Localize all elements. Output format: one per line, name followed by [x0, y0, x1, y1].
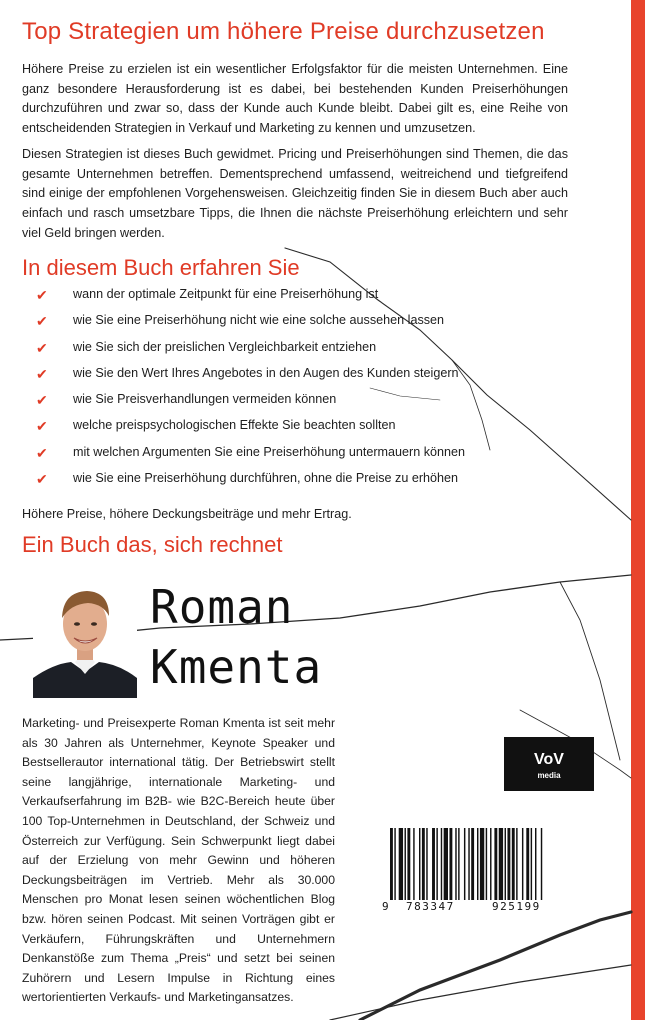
intro-paragraph-2: Diesen Strategien ist dieses Buch gewidmet. Pricing und Preiserhöhungen sind Themen, die das gesamte Unternehmen betreffen. Dementsprechend umfassend, weitreichend und tiefgreifend sind einige der empfohlenen Vorgehensweisen. Gleichzeitig finden Sie in diesem Buch aber auch einfach und rasch umsetzbare Tipps, die Ihnen die nächste Preiserhöhung erleichtern und sehr viel Geld bringen werden. [22, 147, 568, 240]
checklist-item [22, 363, 582, 389]
isbn-barcode [382, 822, 578, 922]
checkmark-icon: ✔ [36, 313, 48, 330]
checkmark-icon: ✔ [36, 418, 48, 435]
barcode-bar [505, 828, 506, 900]
publisher-logo-mark: VoV [534, 751, 564, 768]
barcode-bars [390, 828, 570, 900]
summary-line: Höhere Preise, höhere Deckungsbeiträge und mehr Ertrag. [22, 507, 352, 521]
author-first-name: Roman [150, 580, 294, 634]
barcode-bar [526, 828, 529, 900]
checklist-item-text: wie Sie den Wert Ihres Angebotes in den Augen des Kunden steigern [73, 365, 459, 380]
barcode-bar [455, 828, 456, 900]
barcode-bar [507, 828, 510, 900]
benefits-checklist [22, 284, 582, 494]
author-last-name: Kmenta [150, 640, 323, 694]
barcode-bar [516, 828, 517, 900]
barcode-bar [477, 828, 478, 900]
barcode-bar [512, 828, 515, 900]
barcode-bar [407, 828, 410, 900]
barcode-bar [499, 828, 503, 900]
checklist-item-text: wie Sie sich der preislichen Vergleichbarkeit entziehen [73, 339, 377, 354]
checklist-item-text: welche preispsychologischen Effekte Sie beachten sollten [73, 418, 396, 433]
page-title: Top Strategien um höhere Preise durchzusetzen [22, 18, 545, 45]
barcode-bar [494, 828, 497, 900]
checklist-item-text: wann der optimale Zeitpunkt für eine Preiserhöhung ist [73, 287, 379, 301]
barcode-bar [426, 828, 427, 900]
red-side-bar [631, 0, 645, 1020]
barcode-bar [464, 828, 465, 900]
barcode-bar [468, 828, 469, 900]
barcode-bar [444, 828, 448, 900]
isbn-group-2: 925199 [492, 900, 541, 913]
barcode-bar [471, 828, 474, 900]
barcode-bar [441, 828, 442, 900]
publisher-logo [504, 737, 594, 791]
checklist-item [22, 468, 582, 494]
barcode-bar [486, 828, 487, 900]
barcode-bar [535, 828, 536, 900]
checklist-item-text: mit welchen Argumenten Sie eine Preiserhöhung untermauern können [73, 444, 466, 459]
checklist-item-text: wie Sie Preisverhandlungen vermeiden können [73, 392, 337, 407]
barcode-bar [419, 828, 420, 900]
checklist-item-text: wie Sie eine Preiserhöhung durchführen, ohne die Preise zu erhöhen [73, 471, 459, 486]
checklist-item [22, 284, 582, 310]
checklist-item [22, 337, 582, 363]
barcode-bar [490, 828, 491, 900]
barcode-bar [394, 828, 395, 900]
checkmark-icon: ✔ [36, 392, 48, 409]
barcode-bar [405, 828, 406, 900]
checkmark-icon: ✔ [36, 365, 48, 382]
barcode-bar [436, 828, 437, 900]
isbn-group-1: 783347 [406, 900, 455, 913]
barcode-bar [390, 828, 393, 900]
slogan-heading: Ein Buch das, sich rechnet [22, 532, 283, 557]
intro-paragraph-1: Höhere Preise zu erzielen ist ein wesentlicher Erfolgsfaktor für die meisten Unternehmen. Eine ganz besondere Herausforderung ist es dabei, bei bestehenden Kunden Preiserhöhungen durchzuführen und zwar so, dass der Kunde auch Kunde bleibt. Dabei gilt es, eine Reihe von entscheidenden Strategien in Verkauf und Marketing zu kennen und umzusetzen. [22, 62, 568, 136]
checkmark-icon: ✔ [36, 444, 48, 461]
isbn-prefix: 9 [382, 900, 389, 913]
checklist-item [22, 415, 582, 441]
checkmark-icon: ✔ [36, 287, 48, 303]
barcode-bar [413, 828, 414, 900]
barcode-bar [422, 828, 425, 900]
checklist-item [22, 310, 582, 336]
checklist-item-text: wie Sie eine Preiserhöhung nicht wie eine solche aussehen lassen [73, 313, 445, 328]
barcode-bar [480, 828, 484, 900]
checkmark-icon: ✔ [36, 339, 48, 356]
barcode-bar [449, 828, 452, 900]
checklist-item [22, 389, 582, 415]
barcode-bar [399, 828, 403, 900]
checklist-item [22, 442, 582, 468]
barcode-bar [522, 828, 523, 900]
publisher-logo-subtext: media [537, 771, 561, 780]
author-bio: Marketing- und Preisexperte Roman Kmenta ist seit mehr als 30 Jahren als Unternehmer, Keynote Speaker und Bestsellerautor international tätig. Der Betriebswirt stellt seine langjährige, internationale Marketing- und Verkaufserfahrung im B2B- wie B2C-Bereich heute über 100 Top-Unternehmen in Deutschland, der Schweiz und Österreich zur Verfügung. Sein Schwerpunkt liegt dabei auf der Erzielung von mehr Gewinn und höheren Deckungsbeiträgen im Vertrieb. Mehr als 30.000 Menschen pro Monat lesen seinen wöchentlichen Blog bzw. hören seinen Podcast. Mit seinen Vorträgen gibt er Verkäufern, Führungskräften und Unternehmern Denkanstöße zum Thema „Preis“ und setzt bei seinen Zuhörern und Lesern Impulse in Richtung eines wertorientierten Verkaufs- und Marketingansatzes. [22, 716, 335, 1005]
barcode-bar [432, 828, 435, 900]
learn-heading: In diesem Buch erfahren Sie [22, 255, 300, 280]
barcode-bar [541, 828, 542, 900]
checkmark-icon: ✔ [36, 471, 48, 488]
barcode-bar [458, 828, 459, 900]
author-portrait [33, 578, 137, 698]
barcode-bar [531, 828, 532, 900]
